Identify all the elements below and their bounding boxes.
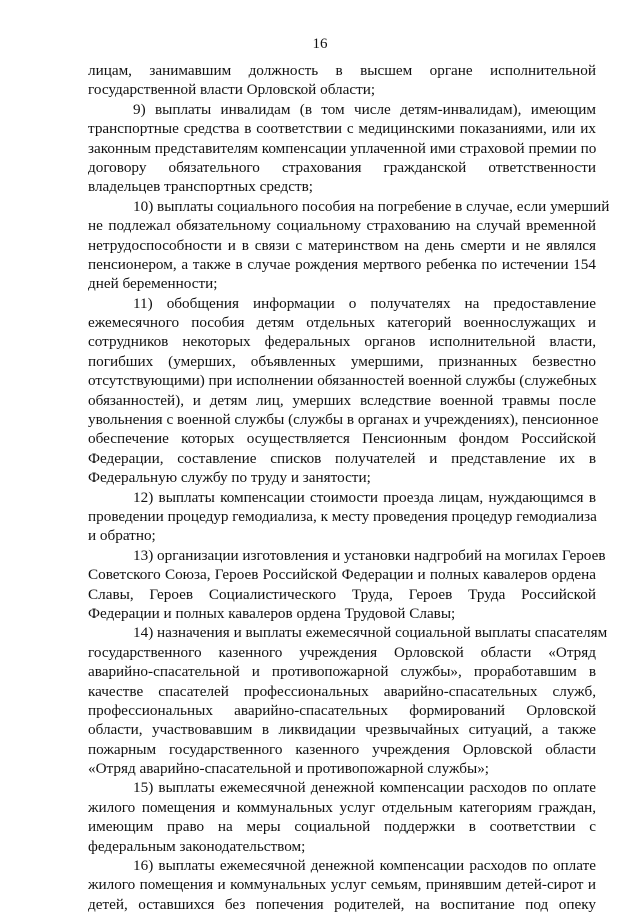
text-line: 16) выплаты ежемесячной денежной компенсации расходов по оплате [133,857,596,875]
text-line: обязанностей), и детям лиц, умерших вследствие военной травмы после [88,391,596,409]
text-line: проведении процедур гемодиализа, к месту проведения процедур гемодиализа [88,507,597,525]
text-line: нетрудоспособности и в связи с материнством на день смерти и не являлся [88,236,596,254]
text-line: увольнения с военной службы (службы в органах и учреждениях), пенсионное [88,411,599,429]
text-line: Федерации и полных кавалеров ордена Трудовой Славы; [88,604,456,622]
document-body [88,61,610,914]
text-line: детей, оставшихся без попечения родителей, на воспитание под опеку [88,895,596,913]
text-line: сотрудников некоторых федеральных органов исполнительной власти, [88,333,596,351]
text-line: имеющим право на меры социальной поддержки в соответствии с [88,818,596,836]
text-line: и обратно; [88,527,156,545]
text-line: 11) обобщения информации о получателях на предоставление [133,294,596,312]
text-line: государственной власти Орловской области; [88,81,376,99]
text-line: лицам, занимавшим должность в высшем органе исполнительной [88,62,596,79]
text-line: транспортные средства в соответствии с медицинскими показаниями, или их [88,120,596,138]
text-line: федеральным законодательством; [88,837,306,855]
text-line: 10) выплаты социального пособия на погребение в случае, если умерший [133,197,610,215]
text-line: не подлежал обязательному социальному страхованию на случай временной [88,217,596,235]
text-line: 14) назначения и выплаты ежемесячной социальной выплаты спасателям [133,624,608,642]
page-number: 16 [312,36,328,52]
text-line: договору обязательного страхования гражданской ответственности [88,158,596,176]
text-line: аварийно-спасательной и противопожарной службы», проработавшим в [88,663,596,681]
text-line: 9) выплаты инвалидам (в том числе детям-инвалидам), имеющим [133,100,596,118]
text-line: пенсионером, а также в случае рождения мертвого ребенка по истечении 154 [88,255,596,273]
text-line: владельцев транспортных средств; [88,178,313,196]
text-line: 12) выплаты компенсации стоимости проезда лицам, нуждающимся в [133,488,596,506]
text-line: профессиональных аварийно-спасательных формирований Орловской [88,701,596,719]
text-line: ежемесячного пособия детям отдельных категорий военнослужащих и [88,314,596,332]
text-line: 13) организации изготовления и установки надгробий на могилах Героев [133,546,606,564]
text-line: «Отряд аварийно-спасательной и противопожарной службы»; [88,760,490,778]
text-line: области, участвовавшим в ликвидации чрезвычайных ситуаций, а также [88,721,596,739]
text-line: Славы, Героев Социалистического Труда, Героев Труда Российской [88,585,596,603]
text-line: жилого помещения и коммунальных услуг семьям, принявшим детей-сирот и [88,876,596,894]
text-line: дней беременности; [88,275,218,293]
text-line: погибших (умерших, объявленных умершими, признанных безвестно [88,352,596,370]
text-line: законным представителям компенсации уплаченной ими страховой премии по [88,139,597,157]
text-line: отсутствующими) при исполнении обязанностей военной службы (служебных [88,372,597,390]
text-line: Федеральную службу по труду и занятости; [88,469,371,487]
text-line: Советского Союза, Героев Российской Федерации и полных кавалеров ордена [88,566,596,584]
text-line: Федерации, составление списков получателей и представление их в [88,449,596,467]
text-line: качестве спасателей профессиональных аварийно-спасательных служб, [88,682,596,700]
text-line: пожарным государственного казенного учреждения Орловской области [88,740,596,758]
text-line: 15) выплаты ежемесячной денежной компенсации расходов по оплате [133,779,596,797]
text-line: государственного казенного учреждения Орловской области «Отряд [88,643,596,661]
text-line: обеспечение которых осуществляется Пенсионным фондом Российской [88,430,596,448]
text-line: жилого помещения и коммунальных услуг отдельным категориям граждан, [88,798,596,816]
